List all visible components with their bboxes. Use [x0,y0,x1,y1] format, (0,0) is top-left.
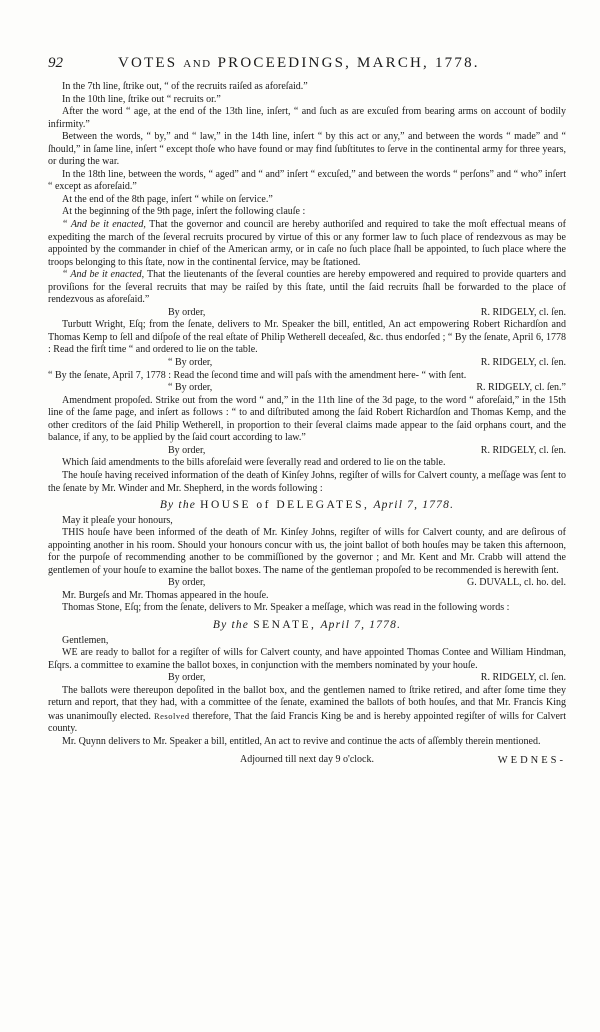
signature-line [48,382,566,395]
signature: R. RIDGELY, cl. ſen. [480,444,566,456]
salutation: May it pleaſe your honours, [62,514,173,526]
signature: G. DUVALL, cl. ho. del. [467,577,566,589]
message-body: are ready to ballot for a regiſter of wills for Calvert county, and have appointed Thomas Contee and William Hindman, Eſqrs. a committee to examine the ballot boxes, in conjunction with the members nominated by your houſe. [48,647,566,671]
signature-line [48,445,566,458]
paragraph: Which ſaid amendments to the bills aforeſaid were ſeverally read and ordered to lie on the table. [62,457,446,469]
enacting-text: That the lieutenants of the ſeveral counties are hereby empowered and required to provide quarters and proviſions for the ſeveral recruits that may be raiſed by this ſtate, until the ſaid recruits ſhall be forwarded to the place of rendezvous as aforeſaid.” [48,269,566,306]
title-year: 1778. [434,55,480,71]
signature-line [48,672,566,685]
message-heading-house [48,499,566,512]
enacting-lead: “ And be it enacted, [62,219,146,231]
heading-senate: SENATE, [253,618,317,631]
signature-line [48,307,566,320]
resolved-label: Resolved [153,710,190,721]
paragraph: At the end of the 8th page, inſert “ while on ſervice.” [62,193,273,205]
page-number: 92 [48,55,63,71]
message-text [48,647,566,672]
by-order: By order, [168,577,206,589]
message-body: houſe have been informed of the death of Mr. Kinſey Johns, regiſter of wills for Calvert county, and are deſirous of appointing another in his room. Should your honours concur with us, the joint ballot of both houſes may be taken this afternoon, for the purpoſe of recommending another to be commiſſioned by the governor ; and Mr. Kent and Mr. Crabb will attend the gentlemen of your houſe to examine the ballot boxes. The name of the gentleman propoſed to be recommended is herewith ſent. [48,527,566,576]
title-proceedings: PROCEEDINGS, [217,55,352,71]
by-order: “ By order, [168,382,213,394]
enacting-lead: “ And be it enacted, [62,269,145,281]
salutation: Gentlemen, [62,634,109,646]
paragraph: At the beginning of the 9th page, inſert the following clauſe : [62,206,306,218]
signature: R. RIDGELY, cl. ſen.” [476,382,566,394]
message-text [48,527,566,577]
paragraph: In the 7th line, ſtrike out, “ of the recruits raiſed as aforeſaid.” [62,81,308,92]
message-lead: THIS [62,527,85,539]
heading-house: HOUSE of DELEGATES, [200,499,370,512]
enacting-clause [48,269,566,307]
enacting-text: That the governor and council are hereby authoriſed and required to take the moſt effectual means of expediting the march of the ſeveral recruits procured by virtue of this or any former law to ſuch place of rendezvous as may be appointed by the commander in chief of the American army, or in caſe no ſuch place ſhall be appointed, to ſuch place where the troops belonging to this ſtate, now in the continental ſervice, may be ſtationed. [48,219,567,268]
signature: R. RIDGELY, cl. ſen. [480,357,566,369]
adjournment: Adjourned till next day 9 o'clock. [240,754,374,766]
paragraph: In the 10th line, ſtrike out “ recruits or.” [62,93,221,105]
signature-line [48,357,566,370]
paragraph: After the word “ age, at the end of the 13th line, inſert, “ and ſuch as are excuſed from bearing arms on account of bodily infirmity.” [48,106,566,130]
document-body [48,81,566,768]
paragraph: The houſe having received information of the death of Kinſey Johns, regiſter of wills for Calvert county, a meſſage was ſent to the ſenate by Mr. Winder and Mr. Shepherd, in the words following : [48,469,566,494]
paragraph: Thomas Stone, Eſq; from the ſenate, delivers to Mr. Speaker a meſſage, which was read in the following words : [62,602,510,614]
paragraph: Between the words, “ by,” and “ law,” in the 14th line, inſert “ by this act or any,” and between the words “ made” and “ ſhould,” in ſame line, inſert “ except thoſe who have found or may find ſubſtitutes to ſerve in the continental army for three years, or during the war. [48,131,566,168]
paragraph: The ballots were thereupon depoſited in the ballot box, and the gentlemen named to ſtrike retired, and after ſome time they return and report, that they had, with a committee of the ſenate, examined the ballots of both houſes, and that Mr. Francis King was unanimouſly elected. Resolved therefore, That the ſaid Francis King be and is hereby appointed regiſter of wills for Calvert county. [48,684,567,735]
message-heading-senate [48,619,566,632]
heading-by: By the [159,499,197,512]
signature: R. RIDGELY, cl. ſen. [480,672,566,684]
running-title [118,55,480,72]
paragraph: In the 18th line, between the words, “ aged” and “ and” inſert “ excuſed,” and between the words “ perſons” and “ who” inſert “ except as aforeſaid.” [48,168,566,193]
signature-line [48,577,566,590]
paragraph: “ By the ſenate, April 7, 1778 : Read the ſecond time and will paſs with the amendment here- “ with ſent. [48,369,467,381]
enacting-clause [48,219,566,269]
by-order: By order, [168,444,206,456]
title-month: MARCH, [357,55,430,71]
paragraph: Mr. Burgeſs and Mr. Thomas appeared in the houſe. [62,589,269,601]
paragraph: Amendment propoſed. Strike out from the word “ and,” in the 11th line of the 3d page, to the word “ aforeſaid,” in the 15th line of the ſame page, and inſert as follows : “ to and diſtributed among the ſaid Robert Richardſon and Thomas Kemp, and the other creditors of the ſaid Philip Wetherell, in proportion to their ſeveral claims made appear to the ſaid orphans court, and the balance, if any, to be applied by the ſaid court according to law.” [48,394,566,444]
heading-by: By the [212,618,250,631]
by-order: “ By order, [168,357,213,369]
by-order: By order, [168,672,206,684]
catchword: WEDNES- [497,754,566,766]
signature: R. RIDGELY, cl. ſen. [480,306,566,318]
heading-date: April 7, 1778. [320,618,402,631]
running-header [48,55,568,75]
by-order: By order, [168,306,206,318]
heading-date: April 7, 1778. [373,499,455,512]
paragraph: Turbutt Wright, Eſq; from the ſenate, delivers to Mr. Speaker the bill, entitled, An act empowering Robert Richardſon and Thomas Kemp to ſell and diſpoſe of the real eſtate of Philip Wetherell deceaſed, &c. thus endorſed ; “ By the ſenate, April 6, 1778 : Read the firſt time “ and ordered to lie on the table. [48,319,566,356]
title-and: AND [183,58,212,70]
title-votes: VOTES [118,55,178,71]
paragraph: Mr. Quynn delivers to Mr. Speaker a bill, entitled, An act to revive and continue the acts of aſſembly therein mentioned. [62,735,541,747]
message-lead: WE [62,647,78,659]
